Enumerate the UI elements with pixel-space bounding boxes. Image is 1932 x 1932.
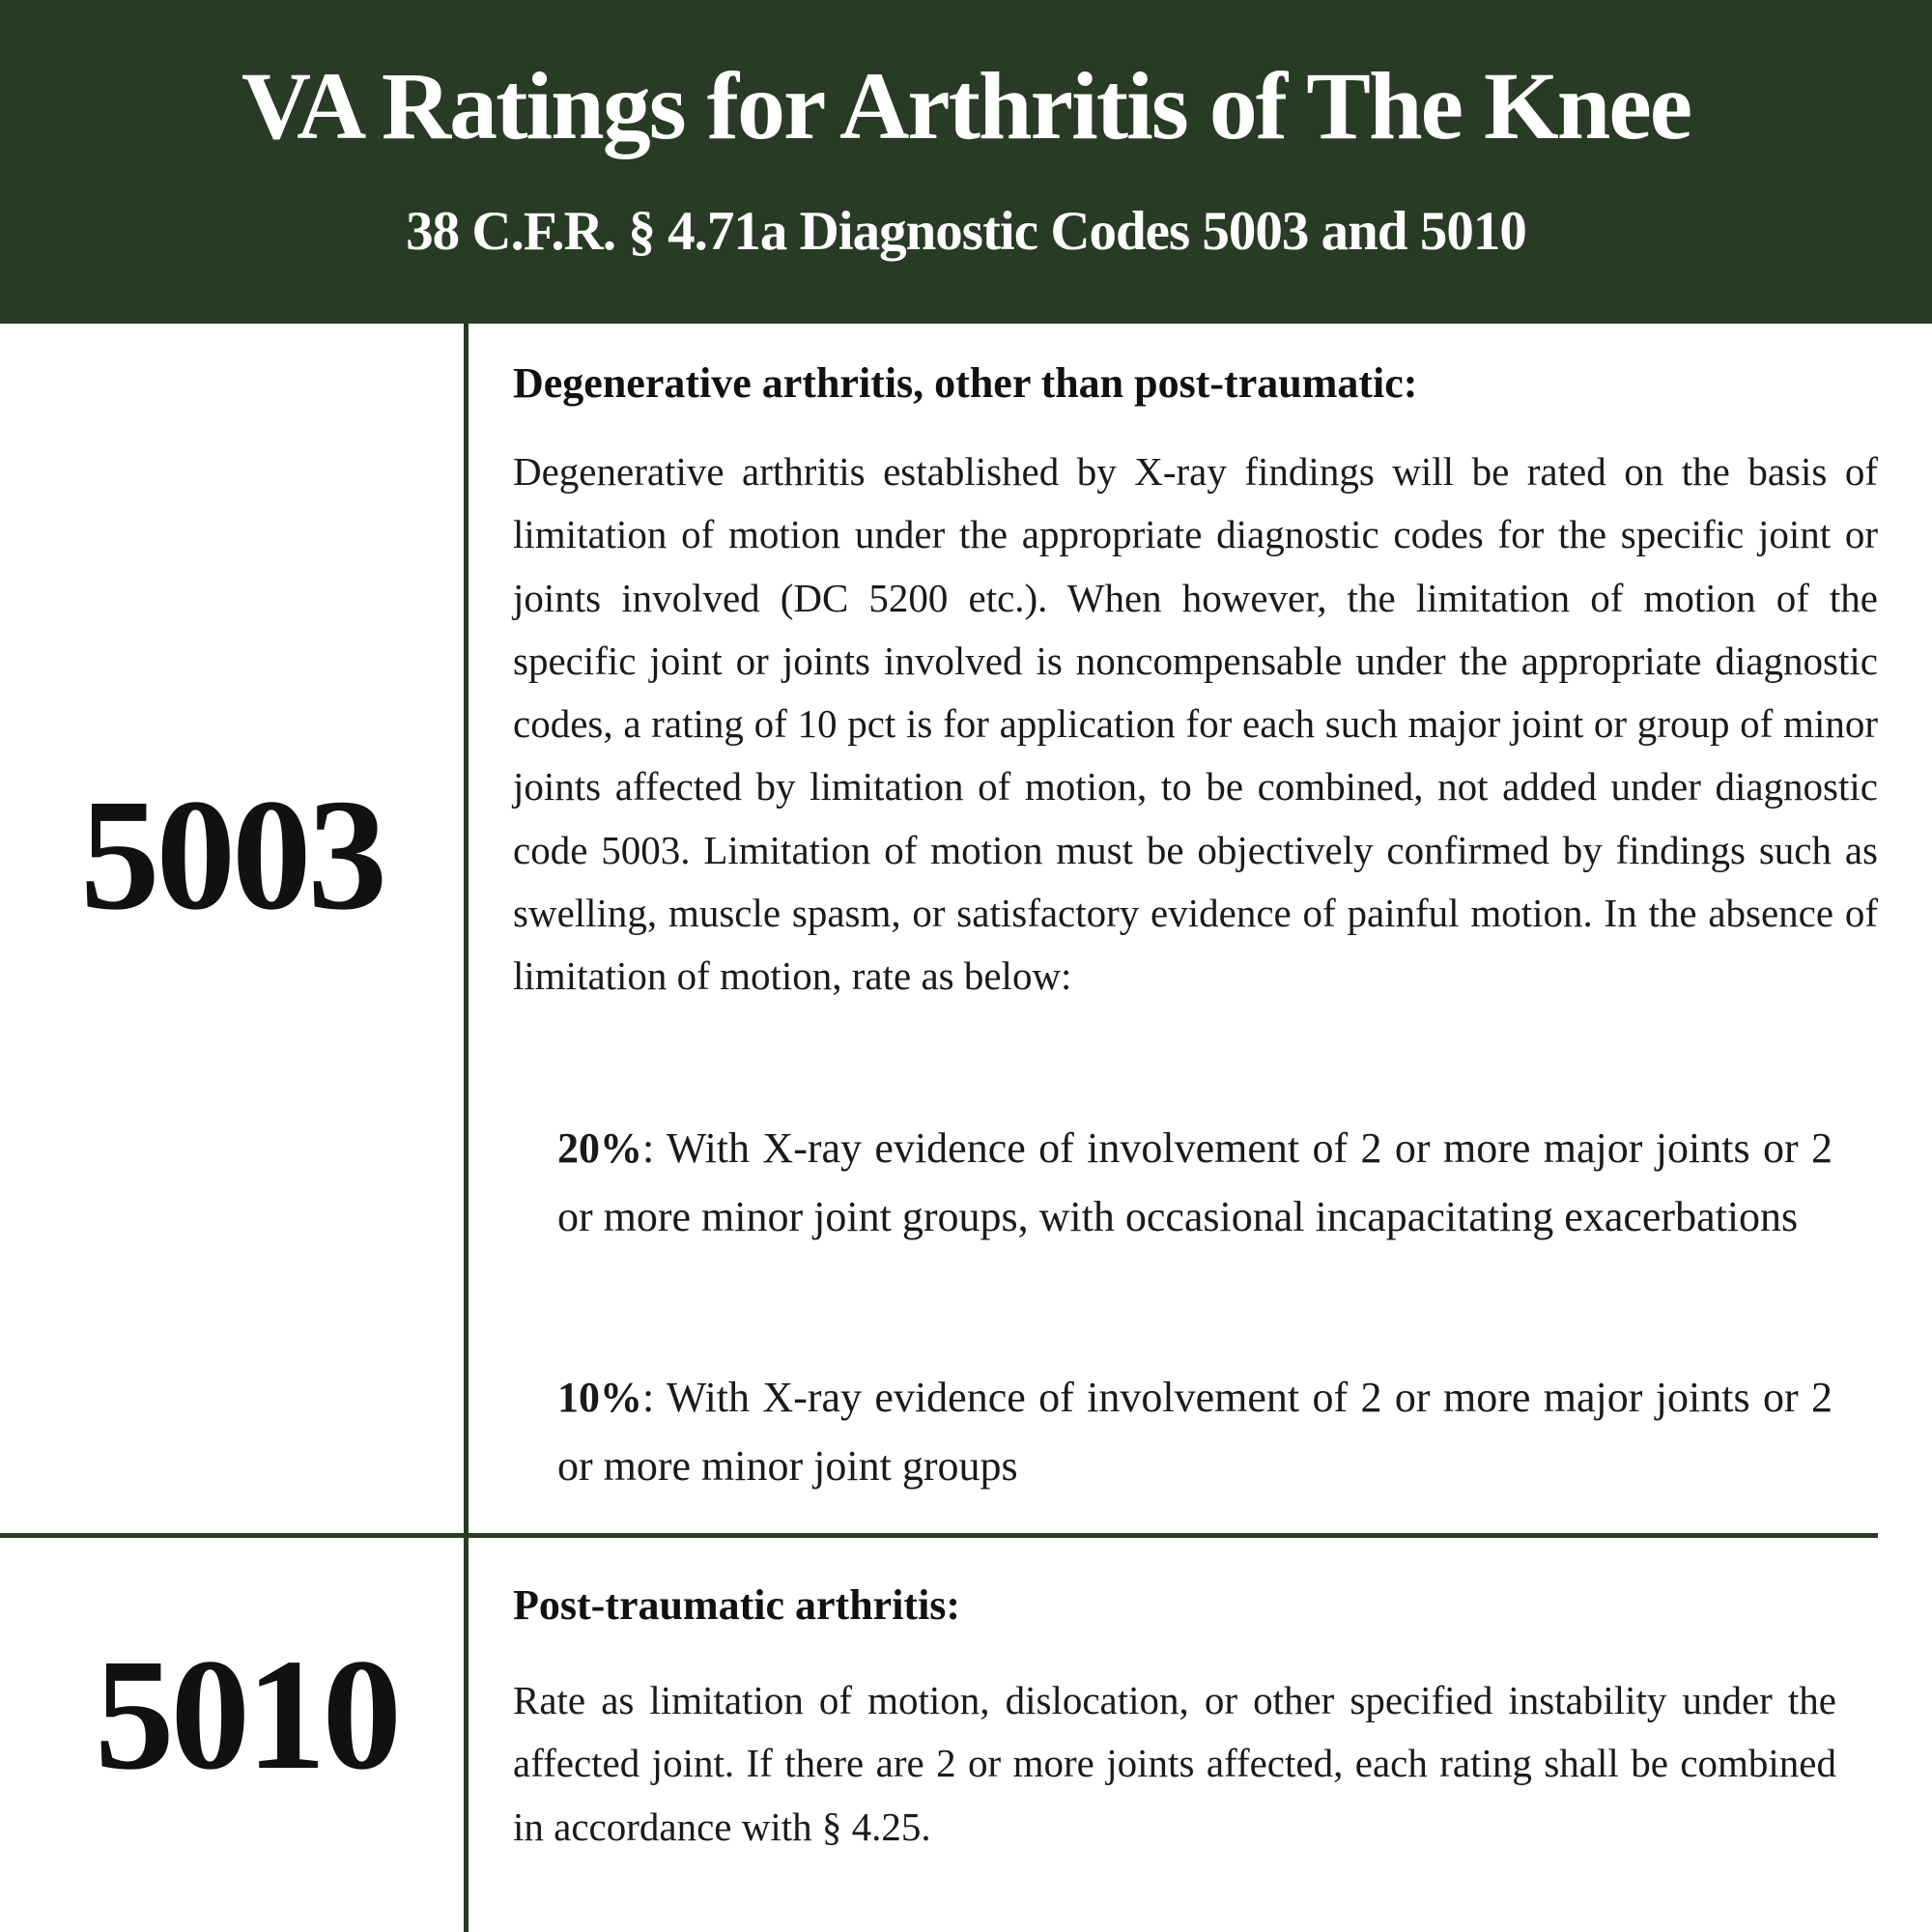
page-subtitle: 38 C.F.R. § 4.71a Diagnostic Codes 5003 and 5010	[406, 201, 1526, 262]
diagnostic-code-5010: 5010	[95, 1626, 398, 1803]
section-body-5010: Rate as limitation of motion, dislocation, or other specified instability under the affected joint. If there are 2 or more joints affected, each rating shall be combined in accordance with § 4.25.	[513, 1678, 1836, 1849]
rating-text-20: : With X-ray evidence of involvement of 2 or more major joints or 2 or more minor joint groups, with occasional incapacitating exacerbations	[557, 1124, 1833, 1240]
rating-item-10	[557, 1363, 1833, 1500]
header-banner	[0, 0, 1932, 324]
rating-text-10: : With X-ray evidence of involvement of 2 or more major joints or 2 or more minor joint groups	[557, 1374, 1833, 1490]
diagnostic-code-5003: 5003	[80, 766, 384, 943]
section-body-5003: Degenerative arthritis established by X-ray findings will be rated on the basis of limitation of motion under the appropriate diagnostic codes for the specific joint or joints involved (DC 5200 etc.). When however, the limitation of motion of the specific joint or joints involved is noncompensable under the appropriate diagnostic codes, a rating of 10 pct is for application for each such major joint or group of minor joints affected by limitation of motion, to be combined, not added under diagnostic code 5003. Limitation of motion must be objectively confirmed by findings such as swelling, muscle spasm, or satisfactory evidence of painful motion. In the absence of limitation of motion, rate as below:	[513, 449, 1878, 999]
horizontal-divider	[0, 1533, 1878, 1538]
rating-percent-20: 20%	[557, 1124, 642, 1172]
section-heading-5003: Degenerative arthritis, other than post-traumatic:	[513, 359, 1418, 407]
section-heading-5010: Post-traumatic arthritis:	[513, 1581, 961, 1629]
rating-item-20	[557, 1114, 1833, 1251]
page-title: VA Ratings for Arthritis of The Knee	[241, 52, 1691, 159]
rating-percent-10: 10%	[557, 1374, 642, 1421]
